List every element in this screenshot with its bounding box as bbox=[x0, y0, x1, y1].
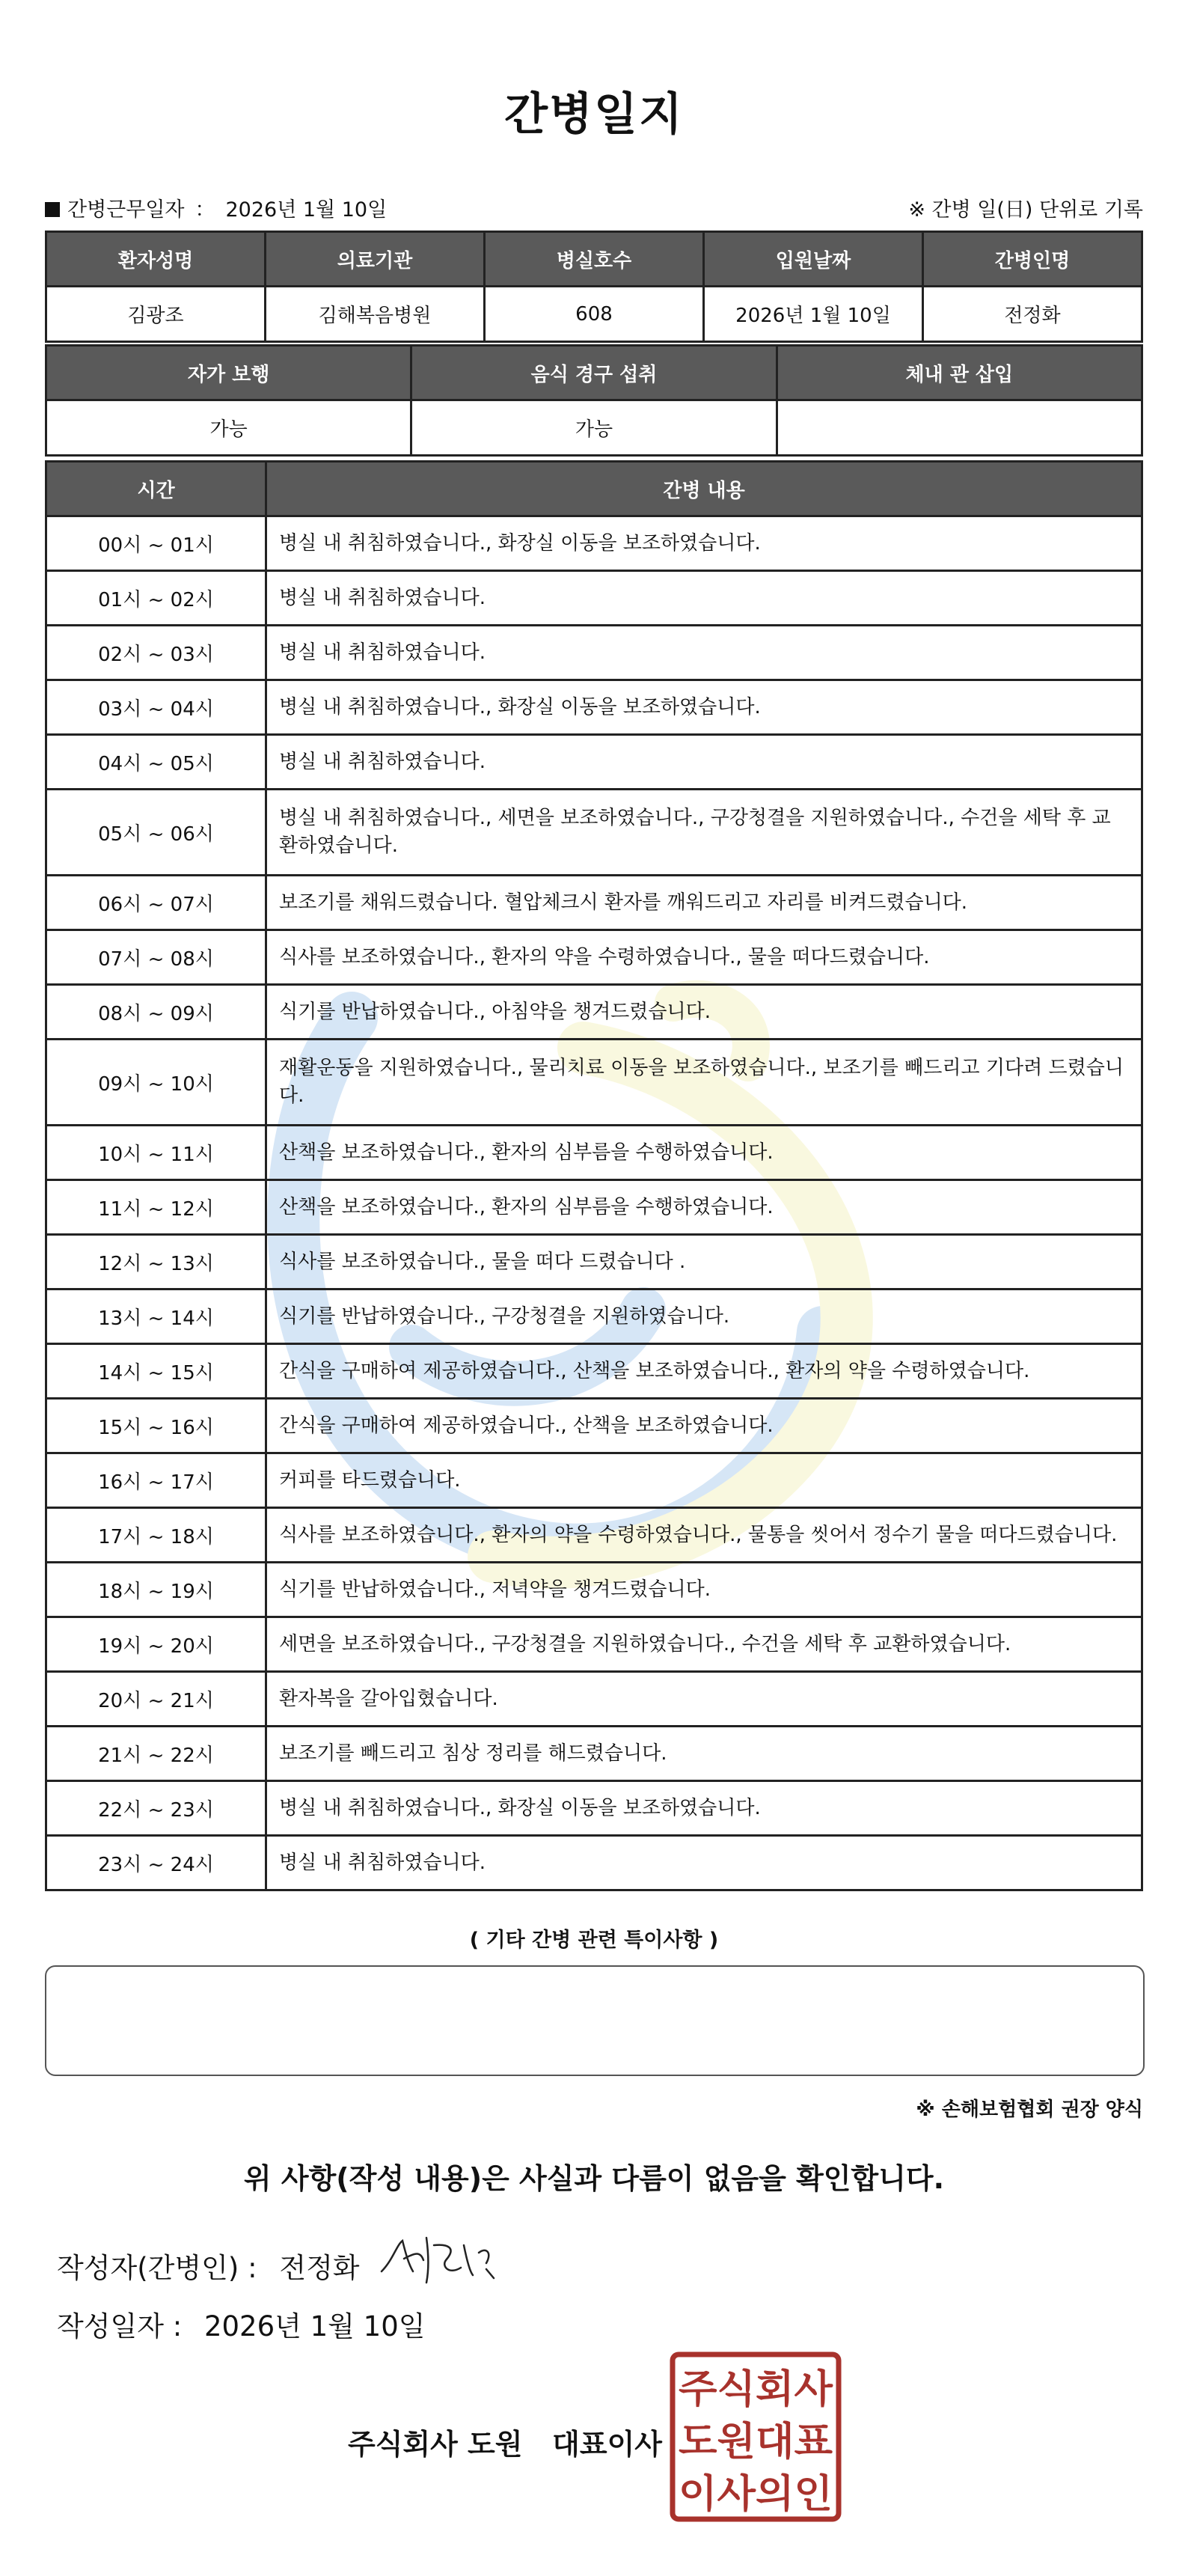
log-time: 10시 ~ 11시 bbox=[46, 1126, 266, 1180]
table-row bbox=[46, 1289, 1142, 1344]
header-admission-date: 입원날짜 bbox=[704, 232, 923, 287]
table-row bbox=[46, 1344, 1142, 1399]
log-time: 20시 ~ 21시 bbox=[46, 1672, 266, 1727]
hospital: 김해복음병원 bbox=[266, 287, 485, 342]
header-tube-insertion: 체내 관 삽입 bbox=[777, 346, 1142, 400]
log-time: 01시 ~ 02시 bbox=[46, 571, 266, 626]
patient-info-table bbox=[45, 231, 1143, 343]
header-oral-intake: 음식 경구 섭취 bbox=[411, 346, 777, 400]
writer-line bbox=[57, 2245, 360, 2286]
log-content: 커피를 타드렸습니다. bbox=[266, 1453, 1142, 1508]
table-row bbox=[46, 1040, 1142, 1126]
log-time: 17시 ~ 18시 bbox=[46, 1508, 266, 1563]
header-patient-name: 환자성명 bbox=[46, 232, 266, 287]
log-content: 병실 내 취침하였습니다. bbox=[266, 626, 1142, 680]
work-date-value: 2026년 1월 10일 bbox=[225, 198, 388, 222]
log-time: 03시 ~ 04시 bbox=[46, 680, 266, 735]
header-room: 병실호수 bbox=[485, 232, 704, 287]
log-time: 12시 ~ 13시 bbox=[46, 1235, 266, 1289]
log-time: 04시 ~ 05시 bbox=[46, 735, 266, 790]
log-time: 22시 ~ 23시 bbox=[46, 1781, 266, 1836]
log-content: 식사를 보조하였습니다., 환자의 약을 수령하였습니다., 물통을 씻어서 정수기 물을 떠다드렸습니다. bbox=[266, 1508, 1142, 1563]
work-date-label: 간병근무일자 bbox=[67, 198, 185, 222]
log-content: 산책을 보조하였습니다., 환자의 심부름을 수행하였습니다. bbox=[266, 1180, 1142, 1235]
table-row bbox=[46, 1508, 1142, 1563]
log-time: 21시 ~ 22시 bbox=[46, 1727, 266, 1781]
table-row bbox=[46, 1126, 1142, 1180]
table-row bbox=[46, 626, 1142, 680]
tube-insertion-value bbox=[777, 400, 1142, 456]
square-bullet-icon bbox=[45, 202, 60, 217]
date-value: 2026년 1월 10일 bbox=[203, 2310, 426, 2342]
company-seal-stamp bbox=[670, 2351, 842, 2522]
header-care-content: 간병 내용 bbox=[266, 462, 1142, 516]
confirmation-statement: 위 사항(작성 내용)은 사실과 다름이 없음을 확인합니다. bbox=[243, 2162, 945, 2195]
log-content: 보조기를 채워드렸습니다. 혈압체크시 환자를 깨워드리고 자리를 비켜드렸습니다. bbox=[266, 876, 1142, 930]
seal-line-3: 이사의인 bbox=[679, 2472, 833, 2517]
care-log-table bbox=[45, 460, 1143, 1891]
log-time: 11시 ~ 12시 bbox=[46, 1180, 266, 1235]
table-row bbox=[46, 1180, 1142, 1235]
handwritten-signature bbox=[374, 2230, 524, 2290]
log-time: 06시 ~ 07시 bbox=[46, 876, 266, 930]
recommendation-note: ※ 손해보험협회 권장 양식 bbox=[916, 2099, 1143, 2121]
log-time: 15시 ~ 16시 bbox=[46, 1399, 266, 1453]
work-date-colon: ： bbox=[195, 198, 215, 222]
log-time: 00시 ~ 01시 bbox=[46, 516, 266, 571]
log-time: 19시 ~ 20시 bbox=[46, 1617, 266, 1672]
log-content: 병실 내 취침하였습니다. bbox=[266, 1836, 1142, 1890]
seal-line-2: 도원대표 bbox=[679, 2420, 833, 2464]
header-time: 시간 bbox=[46, 462, 266, 516]
log-time: 08시 ~ 09시 bbox=[46, 985, 266, 1040]
extra-notes-title: ( 기타 간병 관련 특이사항 ) bbox=[469, 1929, 719, 1952]
log-content: 식기를 반납하였습니다., 저녁약을 챙겨드렸습니다. bbox=[266, 1563, 1142, 1617]
table-row bbox=[46, 1235, 1142, 1289]
document-title: 간병일지 bbox=[504, 88, 684, 141]
log-time: 16시 ~ 17시 bbox=[46, 1453, 266, 1508]
company-representative: 주식회사 도원 대표이사 bbox=[348, 2428, 662, 2461]
log-time: 09시 ~ 10시 bbox=[46, 1040, 266, 1126]
table-row bbox=[46, 516, 1142, 571]
log-content: 간식을 구매하여 제공하였습니다., 산책을 보조하였습니다. bbox=[266, 1399, 1142, 1453]
log-content: 환자복을 갈아입혔습니다. bbox=[266, 1672, 1142, 1727]
table-row bbox=[46, 790, 1142, 876]
log-content: 식사를 보조하였습니다., 물을 떠다 드렸습니다 . bbox=[266, 1235, 1142, 1289]
writer-name: 전정화 bbox=[279, 2252, 360, 2284]
log-content: 병실 내 취침하였습니다. bbox=[266, 571, 1142, 626]
log-time: 14시 ~ 15시 bbox=[46, 1344, 266, 1399]
log-content: 병실 내 취침하였습니다., 세면을 보조하였습니다., 구강청결을 지원하였습니다., 수건을 세탁 후 교환하였습니다. bbox=[266, 790, 1142, 876]
table-row bbox=[46, 1617, 1142, 1672]
table-row bbox=[46, 1399, 1142, 1453]
log-content: 병실 내 취침하였습니다., 화장실 이동을 보조하였습니다. bbox=[266, 680, 1142, 735]
log-time: 18시 ~ 19시 bbox=[46, 1563, 266, 1617]
log-time: 02시 ~ 03시 bbox=[46, 626, 266, 680]
seal-line-1: 주식회사 bbox=[679, 2367, 833, 2412]
log-content: 보조기를 빼드리고 침상 정리를 해드렸습니다. bbox=[266, 1727, 1142, 1781]
log-content: 식사를 보조하였습니다., 환자의 약을 수령하였습니다., 물을 떠다드렸습니다. bbox=[266, 930, 1142, 985]
table-row bbox=[46, 1453, 1142, 1508]
table-row bbox=[46, 735, 1142, 790]
table-row bbox=[46, 930, 1142, 985]
log-content: 병실 내 취침하였습니다., 화장실 이동을 보조하였습니다. bbox=[266, 1781, 1142, 1836]
room-number: 608 bbox=[485, 287, 704, 342]
log-content: 산책을 보조하였습니다., 환자의 심부름을 수행하였습니다. bbox=[266, 1126, 1142, 1180]
table-row bbox=[46, 1563, 1142, 1617]
date-label: 작성일자 : bbox=[57, 2310, 183, 2342]
table-row bbox=[46, 1836, 1142, 1890]
table-row bbox=[46, 1727, 1142, 1781]
log-content: 세면을 보조하였습니다., 구강청결을 지원하였습니다., 수건을 세탁 후 교환하였습니다. bbox=[266, 1617, 1142, 1672]
table-row bbox=[46, 876, 1142, 930]
status-table bbox=[45, 344, 1143, 457]
table-row bbox=[46, 1672, 1142, 1727]
table-row bbox=[46, 680, 1142, 735]
log-content: 식기를 반납하였습니다., 아침약을 챙겨드렸습니다. bbox=[266, 985, 1142, 1040]
extra-notes-box bbox=[45, 1965, 1145, 2076]
log-content: 병실 내 취침하였습니다. bbox=[266, 735, 1142, 790]
header-hospital: 의료기관 bbox=[266, 232, 485, 287]
work-date bbox=[45, 193, 387, 222]
header-caregiver: 간병인명 bbox=[923, 232, 1142, 287]
log-time: 05시 ~ 06시 bbox=[46, 790, 266, 876]
patient-name: 김광조 bbox=[46, 287, 266, 342]
daily-note: ※ 간병 일(日) 단위로 기록 bbox=[908, 198, 1143, 222]
table-row bbox=[46, 571, 1142, 626]
oral-intake-value: 가능 bbox=[411, 400, 777, 456]
self-walking-value: 가능 bbox=[46, 400, 411, 456]
log-time: 23시 ~ 24시 bbox=[46, 1836, 266, 1890]
writer-label: 작성자(간병인) : bbox=[57, 2252, 257, 2284]
table-row bbox=[46, 985, 1142, 1040]
header-self-walking: 자가 보행 bbox=[46, 346, 411, 400]
admission-date: 2026년 1월 10일 bbox=[704, 287, 923, 342]
log-content: 식기를 반납하였습니다., 구강청결을 지원하였습니다. bbox=[266, 1289, 1142, 1344]
log-content: 간식을 구매하여 제공하였습니다., 산책을 보조하였습니다., 환자의 약을 수령하였습니다. bbox=[266, 1344, 1142, 1399]
log-content: 병실 내 취침하였습니다., 화장실 이동을 보조하였습니다. bbox=[266, 516, 1142, 571]
log-time: 07시 ~ 08시 bbox=[46, 930, 266, 985]
log-time: 13시 ~ 14시 bbox=[46, 1289, 266, 1344]
caregiver-name: 전정화 bbox=[923, 287, 1142, 342]
table-row bbox=[46, 1781, 1142, 1836]
log-content: 재활운동을 지원하였습니다., 물리치료 이동을 보조하였습니다., 보조기를 빼드리고 기다려 드렸습니다. bbox=[266, 1040, 1142, 1126]
writing-date-line bbox=[57, 2304, 426, 2344]
